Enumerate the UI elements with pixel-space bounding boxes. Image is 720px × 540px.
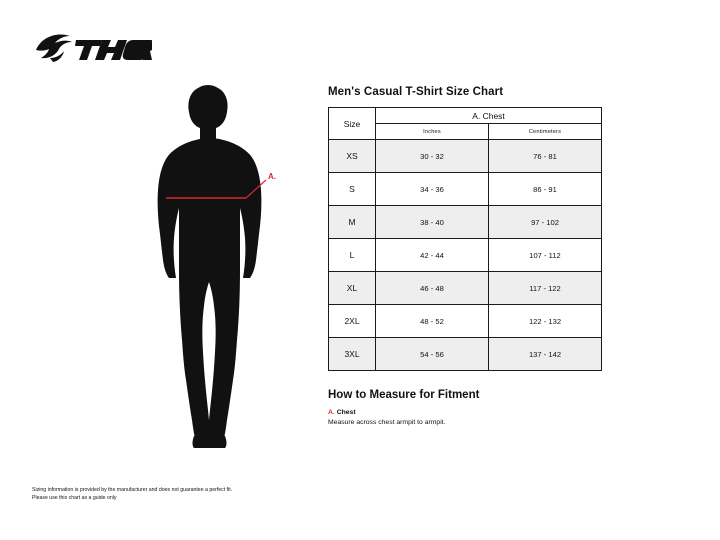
cell-centimeters: 86 - 91 [489,173,602,206]
cell-inches: 46 - 48 [376,272,489,305]
cell-centimeters: 137 - 142 [489,338,602,371]
cell-centimeters: 107 - 112 [489,239,602,272]
table-row [329,239,602,272]
cell-size: 2XL [329,305,376,338]
header-measurement: A. Chest [376,108,602,124]
disclaimer-line-1: Sizing information is provided by the manufacturer and does not guarantee a perfect fit. [32,486,233,493]
cell-size: XL [329,272,376,305]
body-figure [120,80,310,460]
how-to-measure-letter: A. [328,409,335,416]
cell-inches: 38 - 40 [376,206,489,239]
cell-inches: 54 - 56 [376,338,489,371]
cell-centimeters: 122 - 132 [489,305,602,338]
how-to-measure-term: Chest [334,409,356,416]
how-to-measure-text: Measure across chest armpit to armpit. [328,419,446,426]
table-row [329,272,602,305]
brand-logo [32,30,152,68]
table-row [329,305,602,338]
table-row [329,338,602,371]
table-row [329,173,602,206]
cell-inches: 30 - 32 [376,140,489,173]
cell-inches: 48 - 52 [376,305,489,338]
how-to-measure-title: How to Measure for Fitment [328,389,480,401]
cell-centimeters: 117 - 122 [489,272,602,305]
cell-inches: 34 - 36 [376,173,489,206]
header-unit-inches: Inches [376,124,489,140]
cell-centimeters: 76 - 81 [489,140,602,173]
cell-size: 3XL [329,338,376,371]
disclaimer-line-2: Please use this chart as a guide only [32,494,117,501]
header-unit-centimeters: Centimeters [489,124,602,140]
cell-size: M [329,206,376,239]
cell-centimeters: 97 - 102 [489,206,602,239]
table-header-group-row [329,108,602,124]
thor-logo-icon [32,30,152,68]
header-size: Size [329,108,376,140]
cell-size: XS [329,140,376,173]
table-row [329,140,602,173]
size-chart-table [328,107,602,371]
male-silhouette-icon [158,85,262,448]
size-chart-panel [328,86,676,426]
cell-size: L [329,239,376,272]
cell-size: S [329,173,376,206]
chest-callout-label: A. [268,172,276,181]
table-row [329,206,602,239]
how-to-measure-key [328,409,676,416]
disclaimer [32,486,452,502]
cell-inches: 42 - 44 [376,239,489,272]
page-title: Men's Casual T-Shirt Size Chart [328,86,504,98]
